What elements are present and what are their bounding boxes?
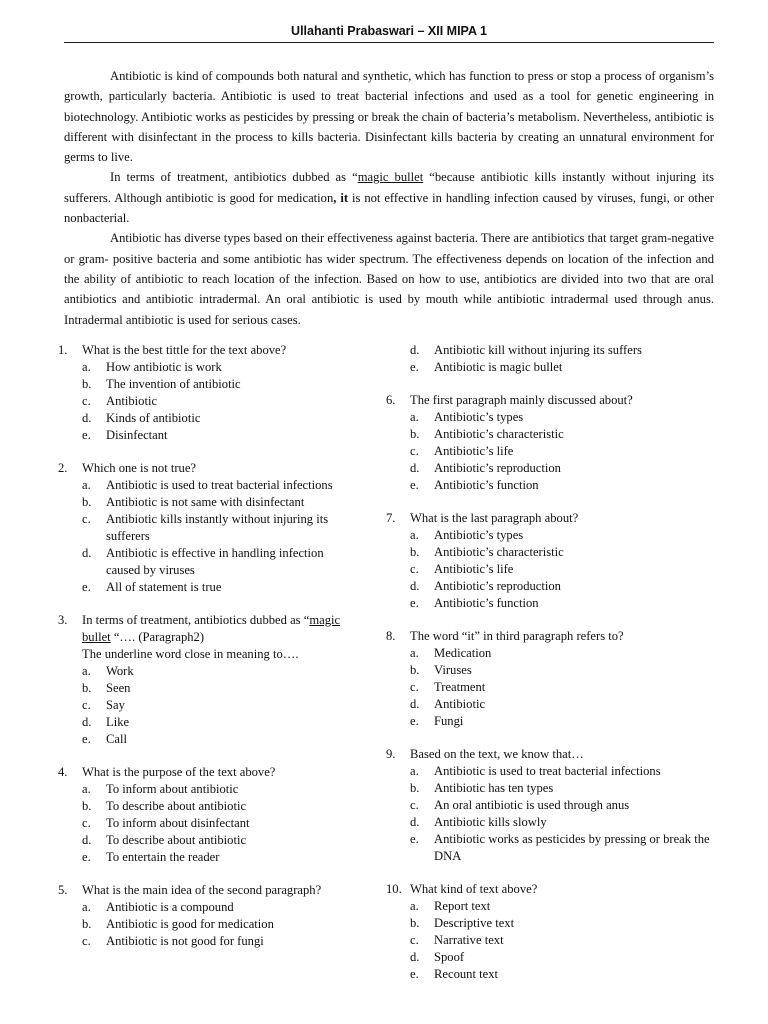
header-divider	[64, 42, 714, 43]
paragraph-1: Antibiotic is kind of compounds both natural and synthetic, which has function to press or stop a process of organism’s growth, particularly bacteria. Antibiotic is used to treat bacterial infections and used as a tool for genetic engineering in biotechnology. Antibiotic works as pesticides by pressing or break the chain of bacteria’s metabolism. Nevertheless, antibiotic is different with disinfectant in the process to kills bacteria. Disinfectant kills bacteria by creating an unnatural environment for germs to live.	[64, 69, 714, 165]
option[interactable]	[82, 376, 358, 393]
stem-text: “…. (Paragraph2)	[110, 630, 205, 644]
option-text: Like	[106, 715, 130, 729]
option-text: Antibiotic’s reproduction	[434, 579, 561, 593]
option[interactable]	[410, 898, 716, 915]
option-letter: c.	[82, 816, 91, 830]
question-stem: What is the purpose of the text above?	[82, 765, 276, 779]
question-number: 6.	[386, 393, 396, 407]
option[interactable]	[410, 359, 716, 376]
option-text: To entertain the reader	[106, 850, 220, 864]
option[interactable]	[410, 763, 716, 780]
question-9	[386, 746, 716, 865]
questions-right-column	[386, 342, 716, 999]
option-letter: b.	[410, 427, 420, 441]
option[interactable]	[82, 545, 358, 579]
option-letter: e.	[410, 596, 419, 610]
option-letter: b.	[82, 799, 92, 813]
option-text: An oral antibiotic is used through anus	[434, 798, 630, 812]
reading-passage	[64, 66, 714, 330]
option-text: Work	[106, 664, 134, 678]
option[interactable]	[82, 781, 358, 798]
option[interactable]	[410, 426, 716, 443]
option[interactable]	[82, 832, 358, 849]
option[interactable]	[410, 915, 716, 932]
option-letter: b.	[410, 663, 420, 677]
option-letter: b.	[82, 681, 92, 695]
question-stem: What is the last paragraph about?	[410, 511, 579, 525]
option-text: To describe about antibiotic	[106, 799, 247, 813]
option[interactable]	[410, 814, 716, 831]
paragraph-2-text: “because antibiotic kills instantly without injuring its sufferers. Although antibiotic is good for medication	[64, 170, 714, 205]
option-text: Say	[106, 698, 125, 712]
option[interactable]	[410, 696, 716, 713]
option-letter: e.	[82, 850, 91, 864]
question-stem: The first paragraph mainly discussed about?	[410, 393, 633, 407]
page-header: Ullahanti Prabaswari – XII MIPA 1	[291, 24, 487, 38]
option[interactable]	[82, 579, 358, 596]
option-letter: c.	[410, 798, 419, 812]
option-letter: a.	[82, 664, 91, 678]
option-letter: d.	[82, 411, 92, 425]
option-text: Viruses	[434, 663, 472, 677]
option-text: Treatment	[434, 680, 486, 694]
option-letter: e.	[82, 732, 91, 746]
option-letter: c.	[82, 934, 91, 948]
option-text: How antibiotic is work	[106, 360, 222, 374]
option[interactable]	[82, 916, 358, 933]
question-number: 7.	[386, 511, 396, 525]
underlined-phrase: magic bullet	[82, 613, 341, 644]
question-stem: What is the best tittle for the text above?	[82, 343, 287, 357]
option-text: Antibiotic is effective in handling infection caused by viruses	[106, 546, 324, 577]
option-letter: d.	[410, 815, 420, 829]
option-letter: d.	[410, 461, 420, 475]
option[interactable]	[410, 460, 716, 477]
question-stem	[82, 612, 358, 663]
option-letter: d.	[410, 343, 420, 357]
option-text: Medication	[434, 646, 492, 660]
questions-left-column	[58, 342, 358, 966]
option-letter: e.	[82, 428, 91, 442]
option[interactable]	[410, 932, 716, 949]
option-text: Report text	[434, 899, 491, 913]
option-text: To describe about antibiotic	[106, 833, 247, 847]
option[interactable]	[410, 595, 716, 612]
option-text: Narrative text	[434, 933, 504, 947]
question-number: 2.	[58, 461, 68, 475]
stem-text: The underline word close in meaning to….	[82, 647, 299, 661]
option[interactable]	[410, 797, 716, 814]
option-letter: b.	[410, 916, 420, 930]
option-text: Antibiotic’s function	[434, 596, 539, 610]
option[interactable]	[82, 849, 358, 866]
option-letter: b.	[410, 781, 420, 795]
option-letter: e.	[410, 360, 419, 374]
option[interactable]	[82, 511, 358, 545]
option[interactable]	[82, 494, 358, 511]
question-5-continued	[386, 342, 716, 376]
option[interactable]	[82, 697, 358, 714]
option-letter: d.	[410, 579, 420, 593]
option[interactable]	[82, 477, 358, 494]
option-text: Antibiotic is used to treat bacterial infections	[434, 764, 661, 778]
option[interactable]	[82, 663, 358, 680]
option-letter: c.	[410, 444, 419, 458]
option-letter: a.	[410, 528, 419, 542]
option-text: Antibiotic’s characteristic	[434, 427, 564, 441]
question-number: 3.	[58, 613, 68, 627]
option[interactable]	[410, 966, 716, 983]
option-letter: c.	[410, 680, 419, 694]
option-letter: a.	[82, 782, 91, 796]
option-text: Antibiotic is not same with disinfectant	[106, 495, 305, 509]
option-text: Antibiotic is good for medication	[106, 917, 274, 931]
option-text: Antibiotic works as pesticides by pressing or break the DNA	[434, 832, 710, 863]
option-letter: a.	[410, 410, 419, 424]
option[interactable]	[410, 713, 716, 730]
option-text: Antibiotic is not good for fungi	[106, 934, 264, 948]
question-stem: Based on the text, we know that…	[410, 747, 584, 761]
question-number: 8.	[386, 629, 396, 643]
question-3	[58, 612, 358, 748]
option-text: Antibiotic is a compound	[106, 900, 234, 914]
question-number: 4.	[58, 765, 68, 779]
option-letter: e.	[82, 580, 91, 594]
option[interactable]	[410, 949, 716, 966]
paragraph-3: Antibiotic has diverse types based on their effectiveness against bacteria. There are antibiotics that target gram-negative or gram- positive bacteria and some antibiotic has wider spectrum. The effectiveness depends on location of the infection and the ability of antibiotic to reach location of the infection. Based on how to use, antibiotics are divided into two that are oral antibiotics and antibiotic intradermal. An oral antibiotic is used by mouth while antibiotic intradermal used through anus. Intradermal antibiotic is used for serious cases.	[64, 231, 714, 327]
option[interactable]	[82, 410, 358, 427]
option[interactable]	[410, 409, 716, 426]
option-letter: e.	[410, 832, 419, 846]
question-7	[386, 510, 716, 612]
question-number: 10.	[386, 882, 402, 896]
stem-text: In terms of treatment, antibiotics dubbed as “	[82, 613, 310, 627]
option-text: Antibiotic kills slowly	[434, 815, 547, 829]
option-text: Recount text	[434, 967, 499, 981]
option-letter: c.	[82, 512, 91, 526]
option-text: Antibiotic’s characteristic	[434, 545, 564, 559]
option-letter: e.	[410, 478, 419, 492]
option[interactable]	[410, 443, 716, 460]
question-6	[386, 392, 716, 494]
option-letter: d.	[410, 697, 420, 711]
option-letter: d.	[82, 546, 92, 560]
option-letter: a.	[410, 899, 419, 913]
option-text: To inform about antibiotic	[106, 782, 239, 796]
option-text: Antibiotic’s types	[434, 410, 524, 424]
option-text: Antibiotic is magic bullet	[434, 360, 563, 374]
option-letter: d.	[410, 950, 420, 964]
option-text: Antibiotic has ten types	[434, 781, 554, 795]
option[interactable]	[82, 933, 358, 950]
option-text: Fungi	[434, 714, 464, 728]
option-text: Antibiotic is used to treat bacterial infections	[106, 478, 333, 492]
option-text: Antibiotic’s function	[434, 478, 539, 492]
option-text: Spoof	[434, 950, 465, 964]
option[interactable]	[82, 899, 358, 916]
option[interactable]	[410, 645, 716, 662]
question-1	[58, 342, 358, 444]
option[interactable]	[410, 679, 716, 696]
option-text: Antibiotic’s reproduction	[434, 461, 561, 475]
option[interactable]	[82, 427, 358, 444]
question-number: 1.	[58, 343, 68, 357]
option[interactable]	[410, 477, 716, 494]
question-stem: What is the main idea of the second paragraph?	[82, 883, 322, 897]
option-text: Antibiotic kills instantly without injuring its sufferers	[106, 512, 329, 543]
question-stem: Which one is not true?	[82, 461, 197, 475]
underlined-phrase: magic bullet	[357, 170, 424, 185]
option-text: Antibiotic kill without injuring its suffers	[434, 343, 642, 357]
option-text: To inform about disinfectant	[106, 816, 250, 830]
option-text: Kinds of antibiotic	[106, 411, 201, 425]
option[interactable]	[410, 527, 716, 544]
question-4	[58, 764, 358, 866]
option-letter: c.	[410, 933, 419, 947]
option-text: Antibiotic	[106, 394, 158, 408]
bold-it: , it	[333, 190, 349, 205]
option-letter: d.	[82, 715, 92, 729]
option-letter: a.	[82, 360, 91, 374]
option-letter: c.	[82, 698, 91, 712]
option-letter: b.	[82, 917, 92, 931]
paragraph-2	[64, 167, 714, 228]
option[interactable]	[82, 731, 358, 748]
question-number: 5.	[58, 883, 68, 897]
option[interactable]	[410, 561, 716, 578]
option-letter: e.	[410, 714, 419, 728]
option[interactable]	[82, 393, 358, 410]
option-text: Seen	[106, 681, 131, 695]
option[interactable]	[82, 798, 358, 815]
option[interactable]	[82, 359, 358, 376]
question-8	[386, 628, 716, 730]
question-5	[58, 882, 358, 950]
option[interactable]	[410, 342, 716, 359]
option-letter: a.	[410, 646, 419, 660]
paragraph-2-text: In terms of treatment, antibiotics dubbed as “	[110, 170, 358, 185]
option-letter: a.	[410, 764, 419, 778]
option-letter: b.	[82, 377, 92, 391]
option-text: All of statement is true	[106, 580, 222, 594]
option-text: Antibiotic’s types	[434, 528, 524, 542]
option-letter: e.	[410, 967, 419, 981]
option-text: The invention of antibiotic	[106, 377, 241, 391]
option-text: Antibiotic’s life	[434, 562, 514, 576]
option[interactable]	[410, 662, 716, 679]
question-stem: The word “it” in third paragraph refers to?	[410, 629, 624, 643]
option-letter: a.	[82, 900, 91, 914]
option-letter: c.	[82, 394, 91, 408]
option[interactable]	[82, 815, 358, 832]
option-text: Disinfectant	[106, 428, 168, 442]
option[interactable]	[82, 714, 358, 731]
question-stem: What kind of text above?	[410, 882, 538, 896]
option-letter: d.	[82, 833, 92, 847]
question-2	[58, 460, 358, 596]
option[interactable]	[410, 544, 716, 561]
option-letter: b.	[410, 545, 420, 559]
option[interactable]	[82, 680, 358, 697]
question-10	[386, 881, 716, 983]
option-letter: c.	[410, 562, 419, 576]
option-text: Antibiotic	[434, 697, 486, 711]
option[interactable]	[410, 780, 716, 797]
option-text: Antibiotic’s life	[434, 444, 514, 458]
option-text: Call	[106, 732, 127, 746]
option-letter: a.	[82, 478, 91, 492]
option-text: Descriptive text	[434, 916, 515, 930]
option[interactable]	[410, 831, 716, 865]
paragraph-2-text: is not effective in handling infection caused by viruses, fungi, or other nonbacterial.	[64, 190, 714, 226]
question-number: 9.	[386, 747, 396, 761]
option-letter: b.	[82, 495, 92, 509]
option[interactable]	[410, 578, 716, 595]
